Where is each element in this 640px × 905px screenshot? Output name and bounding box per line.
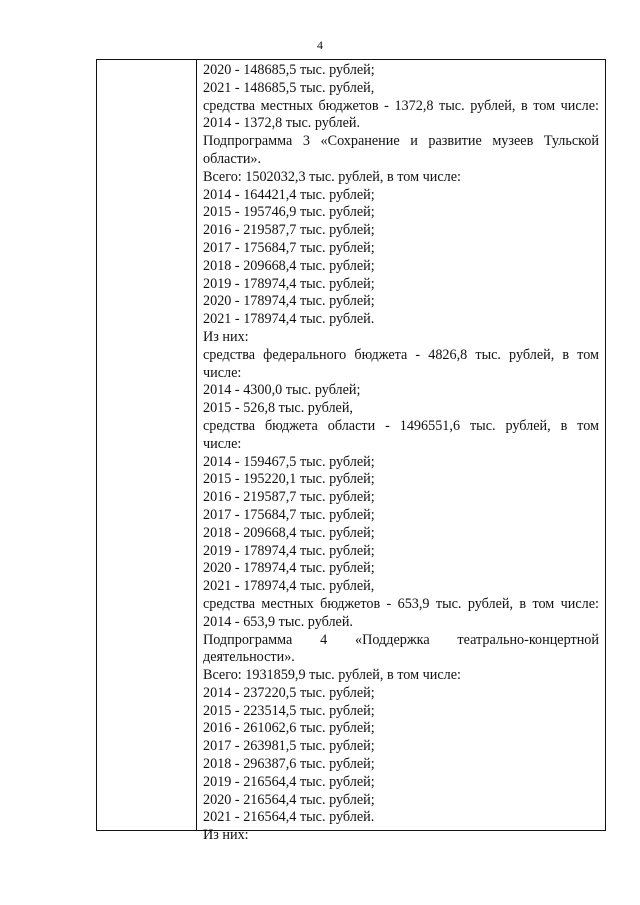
text-line: Подпрограмма 4 «Поддержка театрально-концертной xyxy=(203,631,599,648)
text-line: 2015 - 195220,1 тыс. рублей; xyxy=(203,471,375,488)
text-line: 2014 - 653,9 тыс. рублей. xyxy=(203,613,353,630)
text-line: средства бюджета области - 1496551,6 тыс. рублей, в том xyxy=(203,417,599,434)
text-line: средства местных бюджетов - 1372,8 тыс. рублей, в том числе: xyxy=(203,97,599,114)
table-left-cell xyxy=(97,60,197,830)
text-line: 2014 - 4300,0 тыс. рублей; xyxy=(203,382,361,399)
text-line: числе: xyxy=(203,435,242,452)
table-right-cell xyxy=(197,60,605,844)
text-line: 2021 - 216564,4 тыс. рублей. xyxy=(203,809,375,826)
text-line: Из них: xyxy=(203,827,249,844)
text-line: 2014 - 164421,4 тыс. рублей; xyxy=(203,186,375,203)
text-line: 2015 - 195746,9 тыс. рублей; xyxy=(203,204,375,221)
text-line: 2017 - 175684,7 тыс. рублей; xyxy=(203,506,375,523)
text-line: средства местных бюджетов - 653,9 тыс. рублей, в том числе: xyxy=(203,595,599,612)
text-line: 2019 - 178974,4 тыс. рублей; xyxy=(203,275,375,292)
text-line: Всего: 1931859,9 тыс. рублей, в том числе: xyxy=(203,667,461,684)
text-line: числе: xyxy=(203,364,242,381)
text-line: 2017 - 175684,7 тыс. рублей; xyxy=(203,239,375,256)
text-line: 2015 - 526,8 тыс. рублей, xyxy=(203,400,353,417)
text-line: 2014 - 237220,5 тыс. рублей; xyxy=(203,684,375,701)
text-line: 2014 - 1372,8 тыс. рублей. xyxy=(203,115,361,132)
text-line: 2015 - 223514,5 тыс. рублей; xyxy=(203,702,375,719)
page-number: 4 xyxy=(317,38,323,52)
funding-table xyxy=(96,59,606,844)
text-line: Из них: xyxy=(203,328,249,345)
text-line: 2016 - 219587,7 тыс. рублей; xyxy=(203,489,375,506)
text-line: 2016 - 219587,7 тыс. рублей; xyxy=(203,222,375,239)
text-line: 2020 - 178974,4 тыс. рублей; xyxy=(203,560,375,577)
text-line: средства федерального бюджета - 4826,8 тыс. рублей, в том xyxy=(203,346,599,363)
text-line: 2014 - 159467,5 тыс. рублей; xyxy=(203,453,375,470)
text-line: 2019 - 216564,4 тыс. рублей; xyxy=(203,773,375,790)
text-line: области». xyxy=(203,150,262,167)
text-line: 2016 - 261062,6 тыс. рублей; xyxy=(203,720,375,737)
text-line: 2018 - 209668,4 тыс. рублей; xyxy=(203,524,375,541)
text-line: деятельности». xyxy=(203,649,295,666)
text-line: 2020 - 178974,4 тыс. рублей; xyxy=(203,293,375,310)
text-line: 2021 - 178974,4 тыс. рублей, xyxy=(203,578,375,595)
text-line: 2021 - 178974,4 тыс. рублей. xyxy=(203,311,375,328)
text-line: 2019 - 178974,4 тыс. рублей; xyxy=(203,542,375,559)
text-line: 2020 - 216564,4 тыс. рублей; xyxy=(203,791,375,808)
text-line: 2018 - 209668,4 тыс. рублей; xyxy=(203,257,375,274)
text-line: Всего: 1502032,3 тыс. рублей, в том числе: xyxy=(203,168,461,185)
text-line: 2018 - 296387,6 тыс. рублей; xyxy=(203,756,375,773)
text-line: Подпрограмма 3 «Сохранение и развитие музеев Тульской xyxy=(203,133,599,150)
text-line: 2021 - 148685,5 тыс. рублей, xyxy=(203,79,375,96)
text-line: 2017 - 263981,5 тыс. рублей; xyxy=(203,738,375,755)
text-line: 2020 - 148685,5 тыс. рублей; xyxy=(203,62,375,78)
